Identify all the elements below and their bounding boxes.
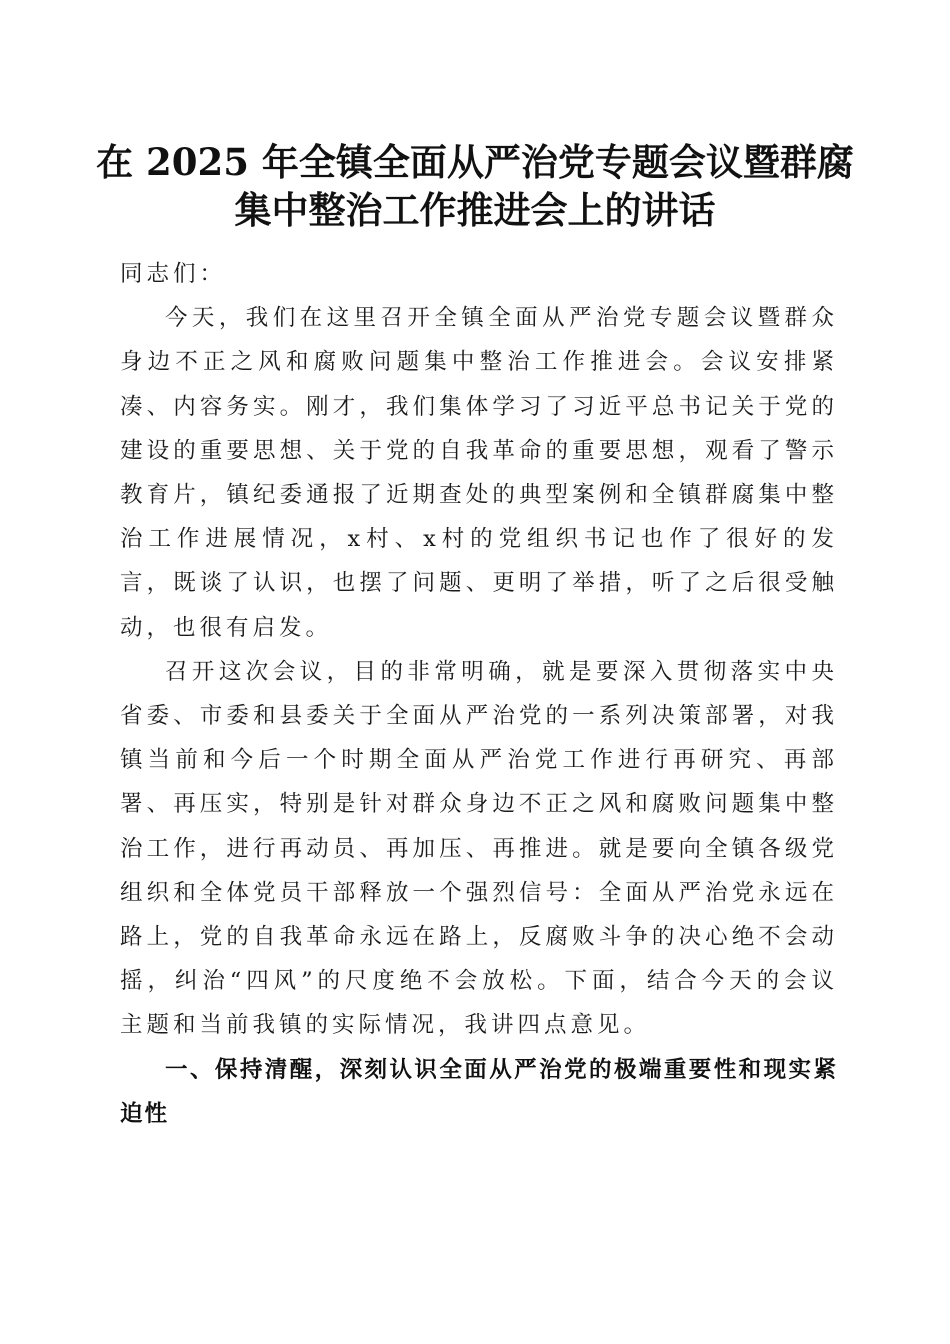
paragraph-2: 召开这次会议，目的非常明确，就是要深入贯彻落实中央省委、市委和县委关于全面从严治党的一系列决策部署，对我镇当前和今后一个时期全面从严治党工作进行再研究、再部署、再压实，特别是针对群众身边不正之风和腐败问题集中整治工作，进行再动员、再加压、再推进。就是要向全镇各级党组织和全体党员干部释放一个强烈信号：全面从严治党永远在路上，党的自我革命永远在路上，反腐败斗争的决心绝不会动摇，纠治“四风”的尺度绝不会放松。下面，结合今天的会议主题和当前我镇的实际情况，我讲四点意见。 — [120, 658, 838, 1039]
document-body — [120, 252, 838, 1136]
section-heading-1: 一、保持清醒，深刻认识全面从严治党的极端重要性和现实紧迫性 — [120, 1056, 838, 1127]
paragraph-1: 今天，我们在这里召开全镇全面从严治党专题会议暨群众身边不正之风和腐败问题集中整治工作推进会。会议安排紧凑、内容务实。刚才，我们集体学习了习近平总书记关于党的建设的重要思想、关于党的自我革命的重要思想，观看了警示教育片，镇纪委通报了近期查处的典型案例和全镇群腐集中整治工作进展情况，x村、x村的党组织书记也作了很好的发言，既谈了认识，也摆了问题、更明了举措，听了之后很受触动，也很有启发。 — [120, 305, 838, 641]
salutation: 同志们： — [120, 261, 227, 287]
document-title — [60, 138, 890, 234]
title-line-1: 在 2025 年全镇全面从严治党专题会议暨群腐 — [96, 140, 854, 184]
title-line-2: 集中整治工作推进会上的讲话 — [234, 188, 716, 232]
